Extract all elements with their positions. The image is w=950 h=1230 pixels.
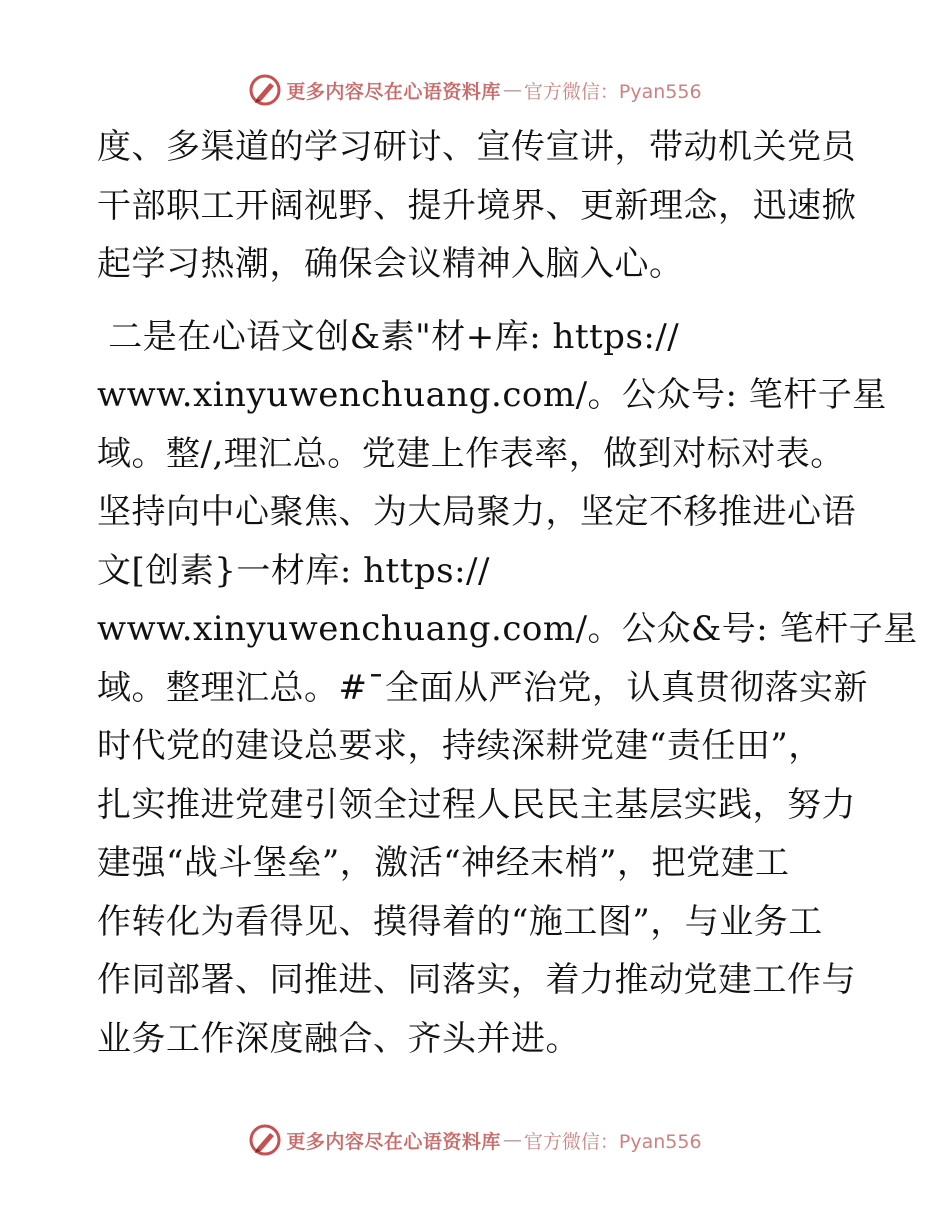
header-separator: —: [502, 79, 522, 101]
text-line: 坚持向中心聚焦、为大局聚力，坚定不移推进心语: [97, 492, 856, 532]
text-line: 业务工作深度融合、齐头并进。: [97, 1018, 580, 1059]
header-promo-text: 更多内容尽在心语资料库: [286, 80, 501, 103]
footer-banner: [0, 1120, 950, 1160]
text-line: 域。整/,理汇总。党建上作表率，做到对标对表。: [97, 433, 845, 474]
paragraph-1: [97, 118, 857, 294]
pen-circle-icon: [248, 73, 282, 107]
footer-separator: —: [502, 1129, 522, 1151]
header-banner: [0, 70, 950, 110]
text-line: 域。整理汇总。#¯全面从严治党，认真贯彻落实新: [97, 667, 868, 708]
text-line: www.xinyuwenchuang.com/。公众&号: 笔杆子星: [97, 609, 918, 649]
text-line: 干部职工开阔视野、提升境界、更新理念，迅速掀: [97, 185, 856, 226]
footer-promo-text: 更多内容尽在心语资料库: [286, 1130, 501, 1153]
footer-contact-text: 官方微信：Pyan556: [523, 1130, 702, 1153]
paragraph-2: [97, 308, 918, 1069]
text-line: 起学习热潮，确保会议精神入脑入心。: [97, 244, 684, 284]
text-line: 时代党的建设总要求，持续深耕党建“责任田”，: [97, 726, 823, 766]
pen-circle-icon: [248, 1123, 282, 1157]
text-line: 建强“战斗堡垒”，激活“神经末梢”，把党建工: [97, 843, 790, 883]
text-line: www.xinyuwenchuang.com/。公众号: 笔杆子星: [97, 375, 887, 415]
text-line: 作同部署、同推进、同落实，着力推动党建工作与: [97, 960, 856, 1000]
text-line: 扎实推进党建引领全过程人民民主基层实践，努力: [97, 784, 856, 825]
header-contact-text: 官方微信：Pyan556: [523, 80, 702, 103]
text-line: 度、多渠道的学习研讨、宣传宣讲，带动机关党员: [97, 127, 856, 167]
text-line: 文[创素}一材库: https://: [97, 550, 490, 591]
paragraph-gap: [97, 294, 857, 308]
document-body: [97, 118, 918, 1068]
text-line: 二是在心语文创&素"材+库: https://: [97, 316, 680, 357]
text-line: 作转化为看得见、摸得着的“施工图”，与业务工: [97, 901, 823, 942]
